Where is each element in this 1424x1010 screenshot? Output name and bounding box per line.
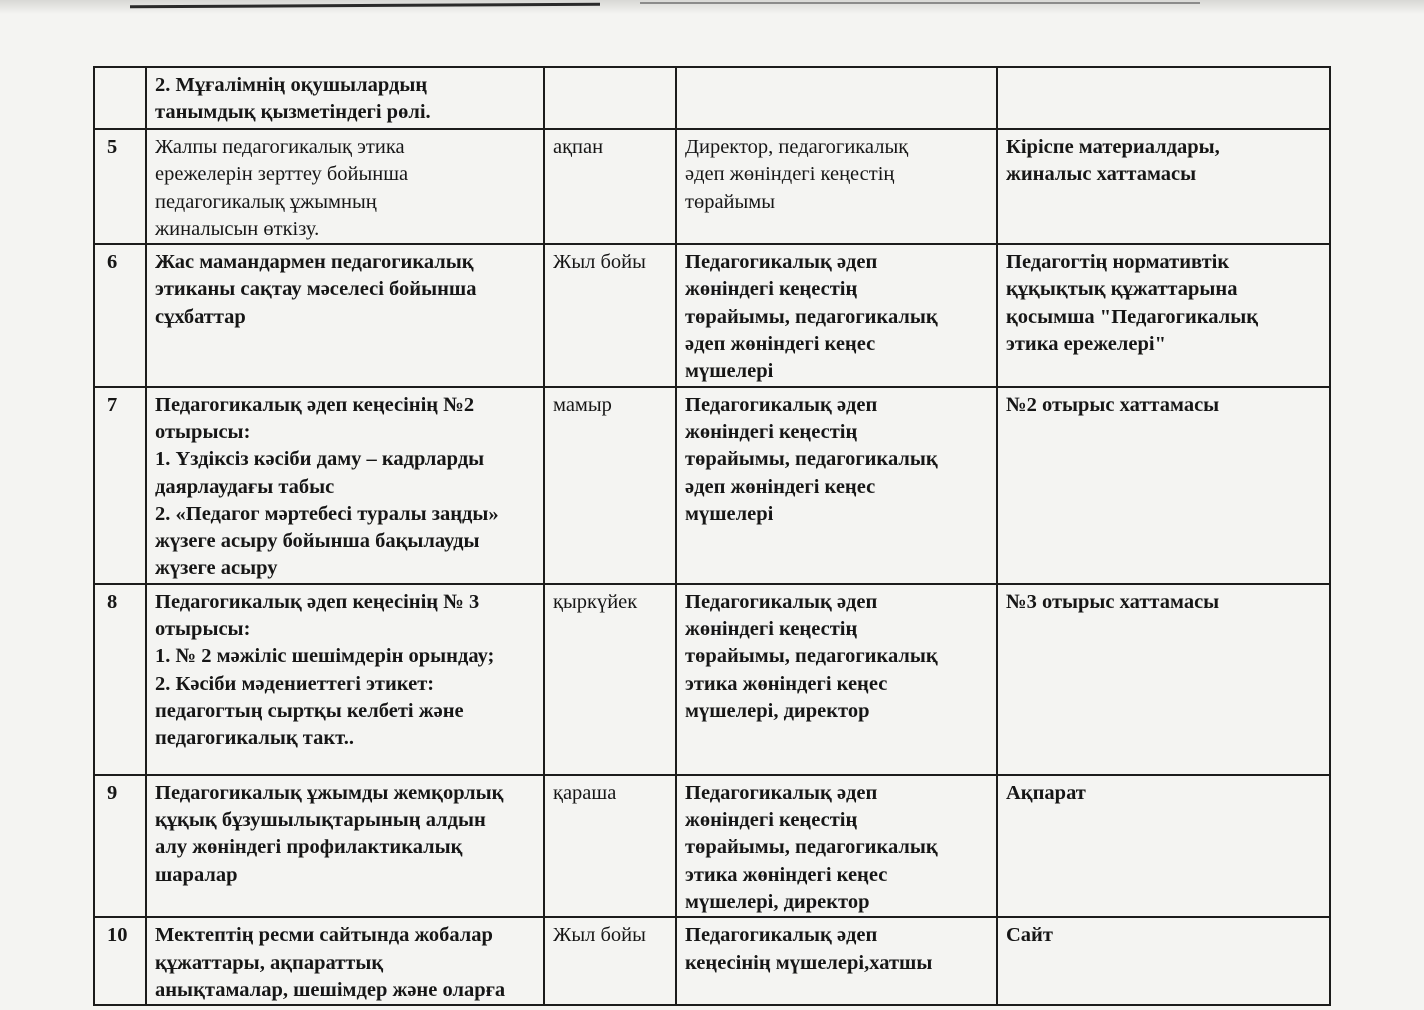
result-line: жиналыс хаттамасы: [1006, 163, 1197, 186]
responsible-line: жөніндегі кеңестің: [685, 420, 858, 443]
responsible-line: әдеп жөніндегі кеңес: [685, 333, 876, 356]
event-line: жүзеге асыру: [155, 557, 278, 580]
event-line: Педагогикалық ұжымды жемқорлық: [155, 781, 504, 804]
event-line: 1. № 2 мәжіліс шешімдерін орындау;: [155, 645, 495, 668]
row-number: 6: [94, 244, 146, 386]
event-line: Педагогикалық әдеп кеңесінің №2: [155, 393, 475, 416]
result-line: Кіріспе материалдары,: [1006, 136, 1220, 158]
responsible-line: Педагогикалық әдеп: [685, 251, 878, 274]
responsible-line: Педагогикалық әдеп: [685, 590, 878, 613]
table-row: [94, 244, 1330, 386]
result-cell: [997, 917, 1330, 1005]
responsible-line: Педагогикалық әдеп: [685, 781, 878, 804]
date-cell: қараша: [544, 775, 676, 917]
responsible-line: мүшелері, директор: [685, 890, 870, 913]
responsible-line: әдеп жөніндегі кеңес: [685, 475, 876, 498]
row-number: 8: [94, 584, 146, 775]
date-cell: мамыр: [544, 387, 676, 584]
responsible-line: кеңесінің мүшелері,хатшы: [685, 951, 933, 974]
event-cell: [146, 775, 544, 917]
event-line: этиканы сақтау мәселесі бойынша: [155, 278, 477, 301]
table-row: [94, 387, 1330, 584]
result-cell: [997, 129, 1330, 244]
responsible-line: жөніндегі кеңестің: [685, 278, 858, 301]
date-cell: [544, 67, 676, 129]
event-line: алу жөніндегі профилактикалық: [155, 836, 463, 859]
responsible-line: мүшелері: [685, 502, 774, 525]
event-line: анықтамалар, шешімдер және оларға: [155, 978, 506, 1001]
result-line: Педагогтің нормативтік: [1006, 251, 1230, 274]
responsible-line: Директор, педагогикалық: [685, 136, 909, 158]
event-line: құқық бұзушылықтарының алдын: [155, 809, 486, 832]
event-line: ережелерін зерттеу бойынша: [155, 163, 409, 186]
scan-mark: [640, 2, 1200, 4]
date-cell: Жыл бойы: [544, 244, 676, 386]
result-cell: [997, 584, 1330, 775]
result-line: құқықтық құжаттарына: [1006, 278, 1238, 301]
event-cell: [146, 67, 544, 129]
responsible-line: мүшелері: [685, 360, 774, 383]
event-line: Мектептің ресми сайтында жобалар: [155, 924, 493, 947]
event-line: Педагогикалық әдеп кеңесінің № 3: [155, 590, 480, 613]
result-line: Ақпарат: [1006, 781, 1086, 804]
date-cell: ақпан: [544, 129, 676, 244]
event-cell: [146, 387, 544, 584]
result-line: №3 отырыс хаттамасы: [1006, 590, 1220, 613]
table-row: [94, 67, 1330, 129]
result-line: қосымша "Педагогикалық: [1006, 305, 1259, 328]
responsible-cell: [676, 775, 997, 917]
table-row: [94, 917, 1330, 1005]
result-cell: [997, 244, 1330, 386]
result-cell: [997, 775, 1330, 917]
event-line: педагогикалық такт..: [155, 727, 354, 750]
row-number: 7: [94, 387, 146, 584]
event-line: жүзеге асыру бойынша бақылауды: [155, 530, 480, 553]
event-line: отырысы:: [155, 618, 251, 641]
responsible-cell: [676, 244, 997, 386]
row-number: 5: [94, 129, 146, 244]
responsible-line: этика жөніндегі кеңес: [685, 863, 888, 886]
event-cell: [146, 244, 544, 386]
result-line: №2 отырыс хаттамасы: [1006, 393, 1220, 416]
responsible-cell: [676, 129, 997, 244]
row-number: [94, 67, 146, 129]
responsible-line: төрайымы, педагогикалық: [685, 836, 938, 859]
responsible-line: мүшелері, директор: [685, 699, 870, 722]
result-line: Сайт: [1006, 924, 1053, 947]
event-line: шаралар: [155, 863, 238, 886]
event-line: сұхбаттар: [155, 305, 246, 328]
event-cell: [146, 917, 544, 1005]
responsible-line: төрайымы, педагогикалық: [685, 305, 938, 328]
responsible-cell: [676, 917, 997, 1005]
event-line: отырысы:: [155, 420, 251, 443]
responsible-line: жөніндегі кеңестің: [685, 618, 858, 641]
event-line: даярлаудағы табыс: [155, 475, 335, 498]
responsible-line: әдеп жөніндегі кеңестің: [685, 163, 895, 186]
event-line: жиналысын өткізу.: [155, 217, 320, 240]
table-row: [94, 129, 1330, 244]
event-line: танымдық қызметіндегі рөлі.: [155, 101, 431, 124]
table-row: [94, 584, 1330, 775]
responsible-line: төрайымы, педагогикалық: [685, 448, 938, 471]
row-number: 9: [94, 775, 146, 917]
result-line: этика ережелері": [1006, 333, 1166, 356]
date-cell: Жыл бойы: [544, 917, 676, 1005]
event-line: 1. Үздіксіз кәсіби даму – кадрларды: [155, 448, 485, 471]
table-row: [94, 775, 1330, 917]
event-line: 2. Мұғалімнің оқушылардың: [155, 74, 428, 96]
responsible-line: төрайымы, педагогикалық: [685, 645, 938, 668]
events-plan-table: [93, 66, 1331, 1006]
responsible-line: төрайымы: [685, 190, 776, 213]
responsible-cell: [676, 584, 997, 775]
responsible-line: Педагогикалық әдеп: [685, 924, 878, 947]
responsible-line: этика жөніндегі кеңес: [685, 672, 888, 695]
responsible-line: жөніндегі кеңестің: [685, 809, 858, 832]
event-line: құжаттары, ақпараттық: [155, 951, 384, 974]
event-line: 2. Кәсіби мәдениеттегі этикет:: [155, 672, 435, 695]
responsible-cell: [676, 387, 997, 584]
event-line: педагогикалық ұжымның: [155, 190, 377, 213]
responsible-line: Педагогикалық әдеп: [685, 393, 878, 416]
event-cell: [146, 584, 544, 775]
result-cell: [997, 387, 1330, 584]
event-cell: [146, 129, 544, 244]
result-cell: [997, 67, 1330, 129]
event-line: Жас мамандармен педагогикалық: [155, 251, 474, 274]
event-line: педагогтың сыртқы келбеті және: [155, 699, 464, 722]
date-cell: қыркүйек: [544, 584, 676, 775]
row-number: 10: [94, 917, 146, 1005]
event-line: 2. «Педагог мәртебесі туралы заңды»: [155, 502, 499, 525]
responsible-cell: [676, 67, 997, 129]
event-line: Жалпы педагогикалық этика: [155, 136, 405, 158]
